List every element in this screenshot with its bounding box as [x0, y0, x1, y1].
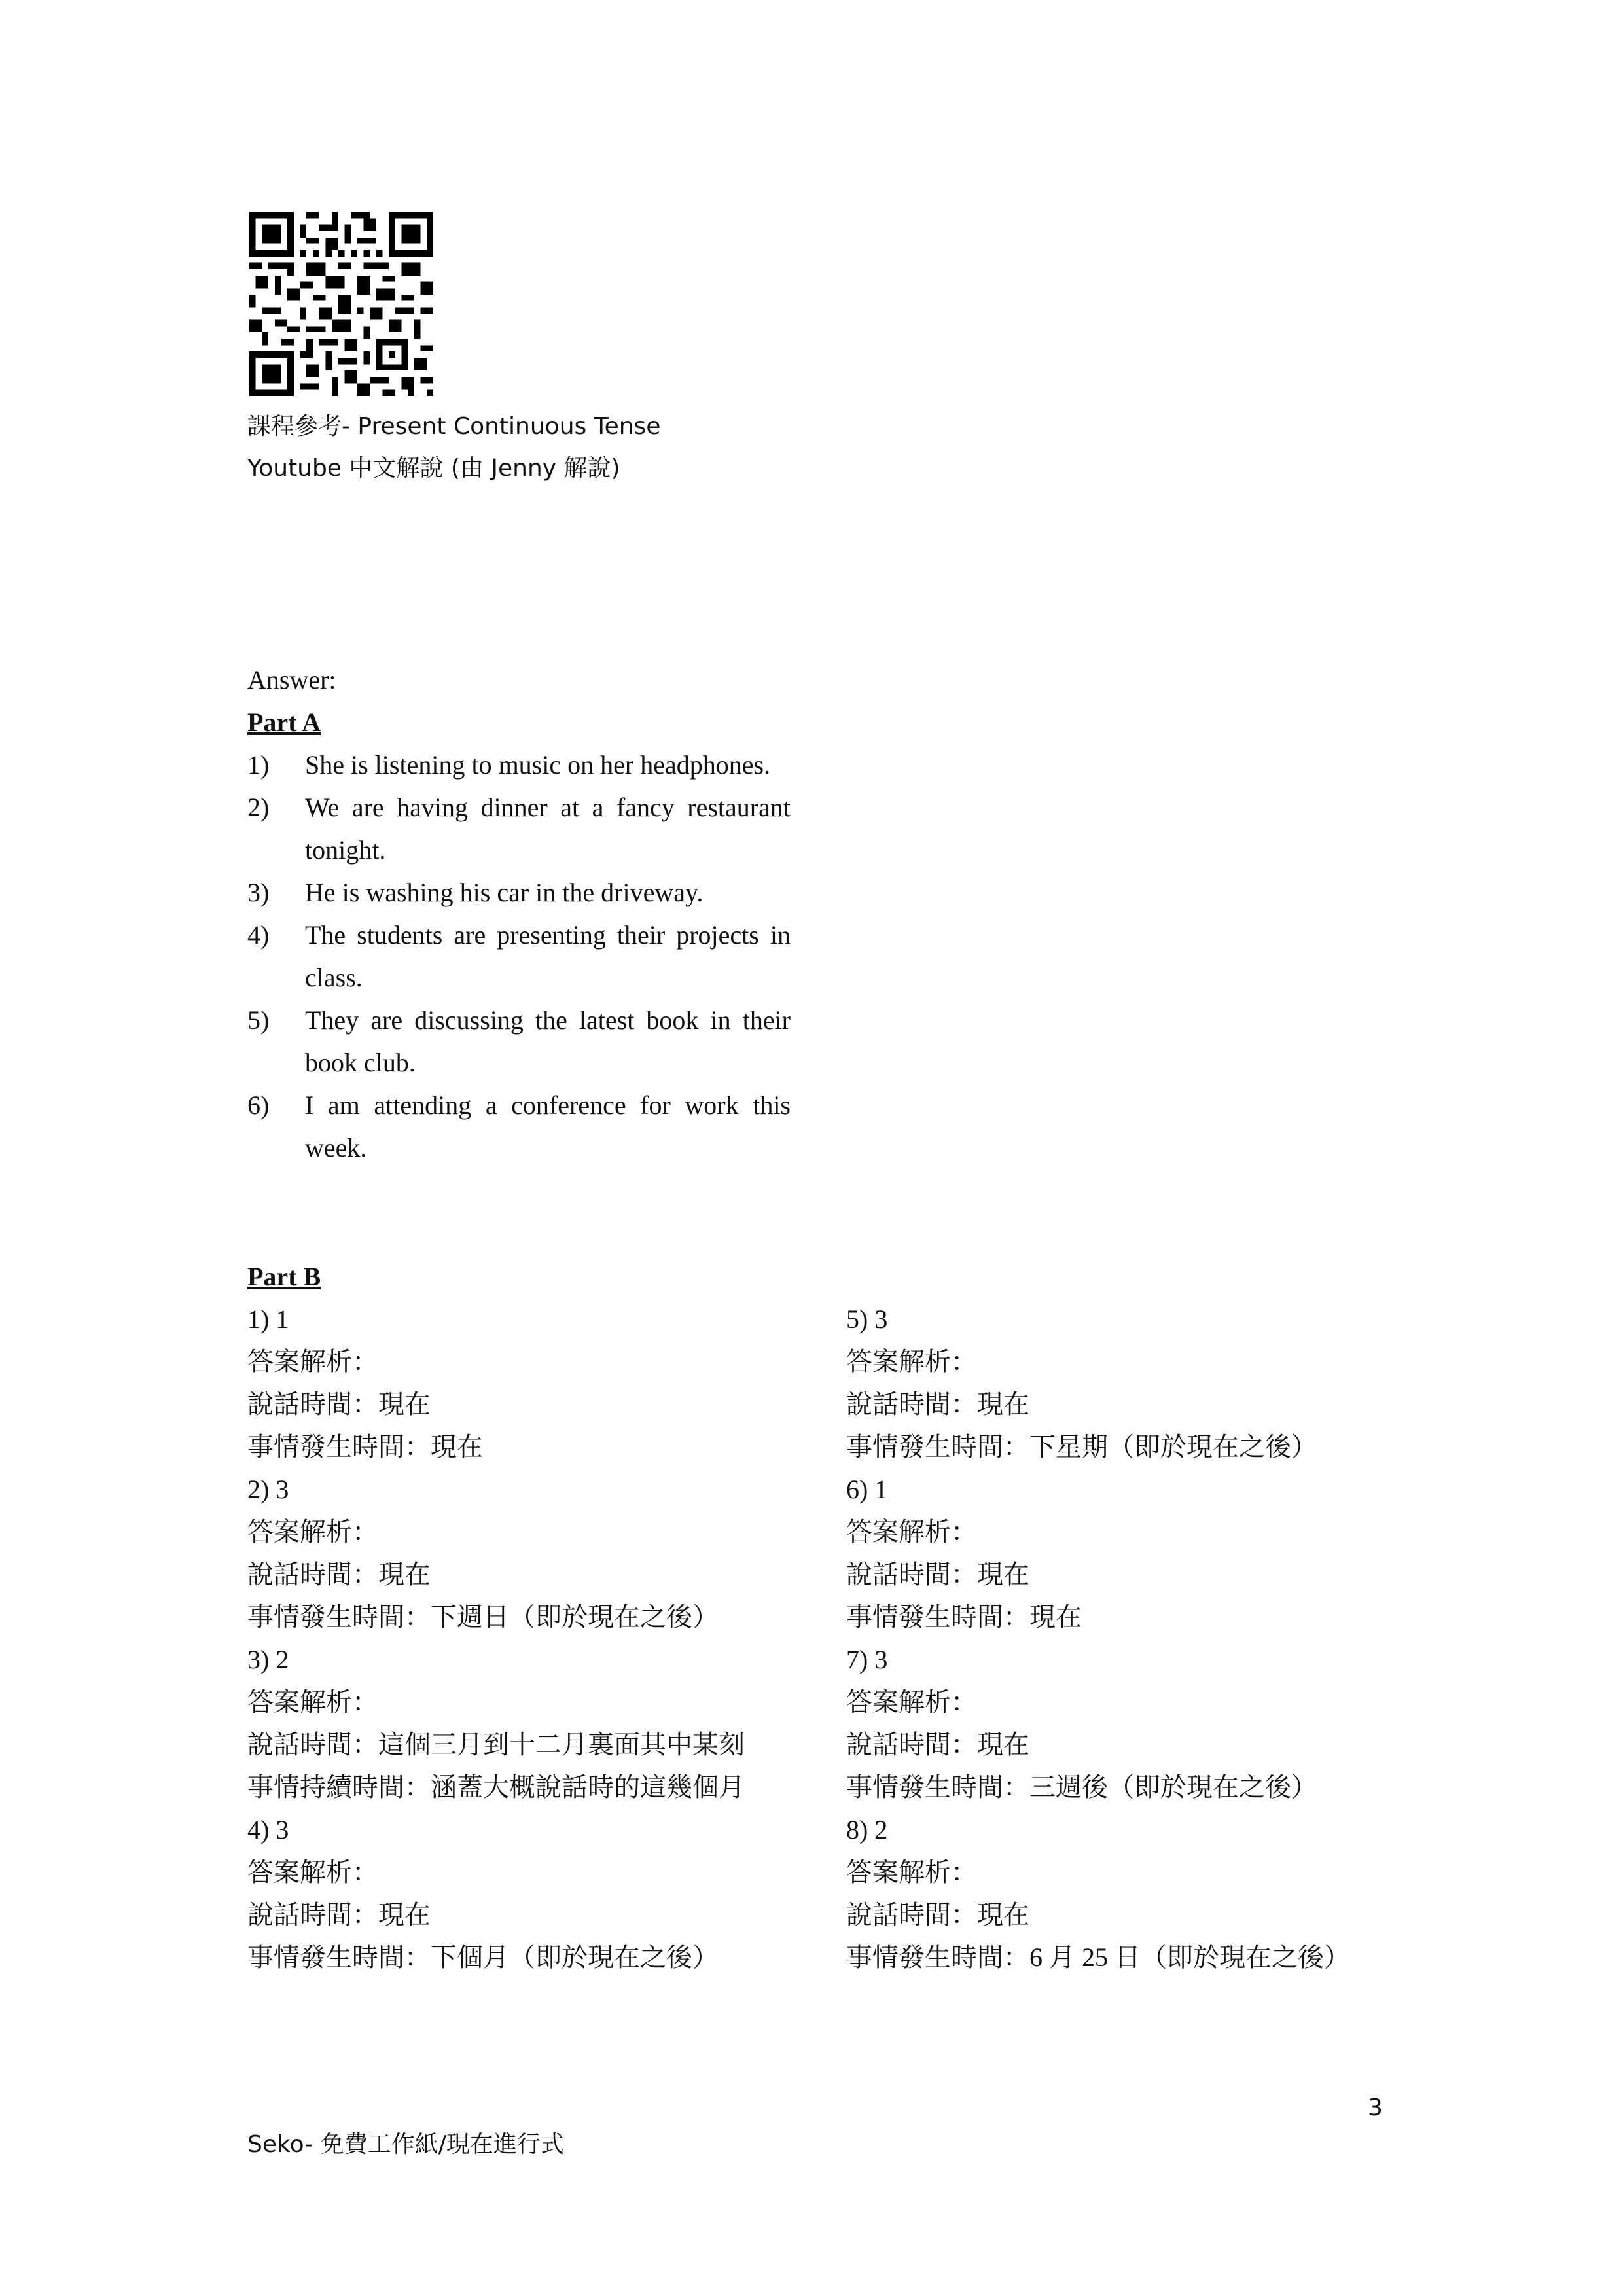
item-number: 1) [247, 750, 270, 780]
part-a-item [247, 786, 791, 871]
speaking-time: 說話時間：現在 [846, 1560, 1029, 1589]
part-b-heading: Part B [247, 1262, 321, 1291]
speaking-time: 說話時間：現在 [247, 1390, 431, 1419]
event-time: 事情發生時間：下個月（即於現在之後） [247, 1943, 719, 1972]
item-answer: They are discussing the latest book in their book club. [305, 1005, 791, 1077]
analysis-label: 答案解析： [846, 1517, 977, 1547]
speaking-time: 說話時間：現在 [247, 1560, 431, 1589]
analysis-label: 答案解析： [846, 1347, 977, 1376]
analysis-label: 答案解析： [247, 1687, 378, 1717]
event-time: 事情發生時間：現在 [247, 1432, 483, 1462]
answer-number: 2) 3 [247, 1475, 289, 1504]
event-time: 事情發生時間：下週日（即於現在之後） [247, 1602, 719, 1632]
event-time: 事情持續時間：涵蓋大概說話時的這幾個月 [247, 1772, 745, 1802]
event-time: 事情發生時間：6 月 25 日（即於現在之後） [846, 1943, 1350, 1972]
analysis-label: 答案解析： [247, 1517, 378, 1547]
part-a-list [247, 744, 791, 1169]
page-footer: Seko- 免費工作紙/現在進行式 [247, 2131, 564, 2158]
part-a-item [247, 914, 791, 999]
answer-number: 7) 3 [846, 1645, 888, 1674]
part-b-left-column [247, 1298, 745, 1979]
answer-label: Answer: [247, 665, 336, 694]
event-time: 事情發生時間：現在 [846, 1602, 1082, 1632]
analysis-label: 答案解析： [247, 1347, 378, 1376]
item-answer: She is listening to music on her headphones. [305, 750, 771, 780]
part-b-right-column [846, 1298, 1350, 1979]
part-a-item [247, 1084, 791, 1169]
part-a-item [247, 744, 791, 786]
item-answer: We are having dinner at a fancy restaurant tonight. [305, 793, 791, 865]
analysis-label: 答案解析： [846, 1687, 977, 1717]
item-answer: I am attending a conference for work this week. [305, 1090, 791, 1162]
item-number: 5) [247, 1005, 270, 1035]
speaking-time: 說話時間：現在 [846, 1390, 1029, 1419]
item-answer: He is washing his car in the driveway. [305, 878, 704, 907]
course-reference-caption: 課程參考- Present Continuous Tense [247, 413, 661, 440]
part-a-heading: Part A [247, 708, 321, 737]
event-time: 事情發生時間：三週後（即於現在之後） [846, 1772, 1317, 1802]
answer-number: 6) 1 [846, 1475, 888, 1504]
event-time: 事情發生時間：下星期（即於現在之後） [846, 1432, 1317, 1462]
item-number: 2) [247, 793, 270, 822]
speaking-time: 說話時間：現在 [846, 1730, 1029, 1759]
item-number: 6) [247, 1090, 270, 1120]
answer-number: 1) 1 [247, 1304, 289, 1334]
youtube-explanation-caption: Youtube 中文解說 (由 Jenny 解說) [247, 455, 620, 482]
item-number: 4) [247, 920, 270, 950]
part-a-item [247, 871, 791, 914]
qr-code [249, 212, 433, 396]
page-number: 3 [1368, 2094, 1383, 2121]
item-number: 3) [247, 878, 270, 907]
part-a-item [247, 999, 791, 1084]
analysis-label: 答案解析： [247, 1857, 378, 1887]
speaking-time: 說話時間：這個三月到十二月裏面其中某刻 [247, 1730, 745, 1759]
answer-number: 8) 2 [846, 1815, 888, 1844]
answer-number: 3) 2 [247, 1645, 289, 1674]
item-answer: The students are presenting their projects in class. [305, 920, 791, 992]
analysis-label: 答案解析： [846, 1857, 977, 1887]
speaking-time: 說話時間：現在 [247, 1900, 431, 1929]
speaking-time: 說話時間：現在 [846, 1900, 1029, 1929]
answer-number: 5) 3 [846, 1304, 888, 1334]
answer-number: 4) 3 [247, 1815, 289, 1844]
